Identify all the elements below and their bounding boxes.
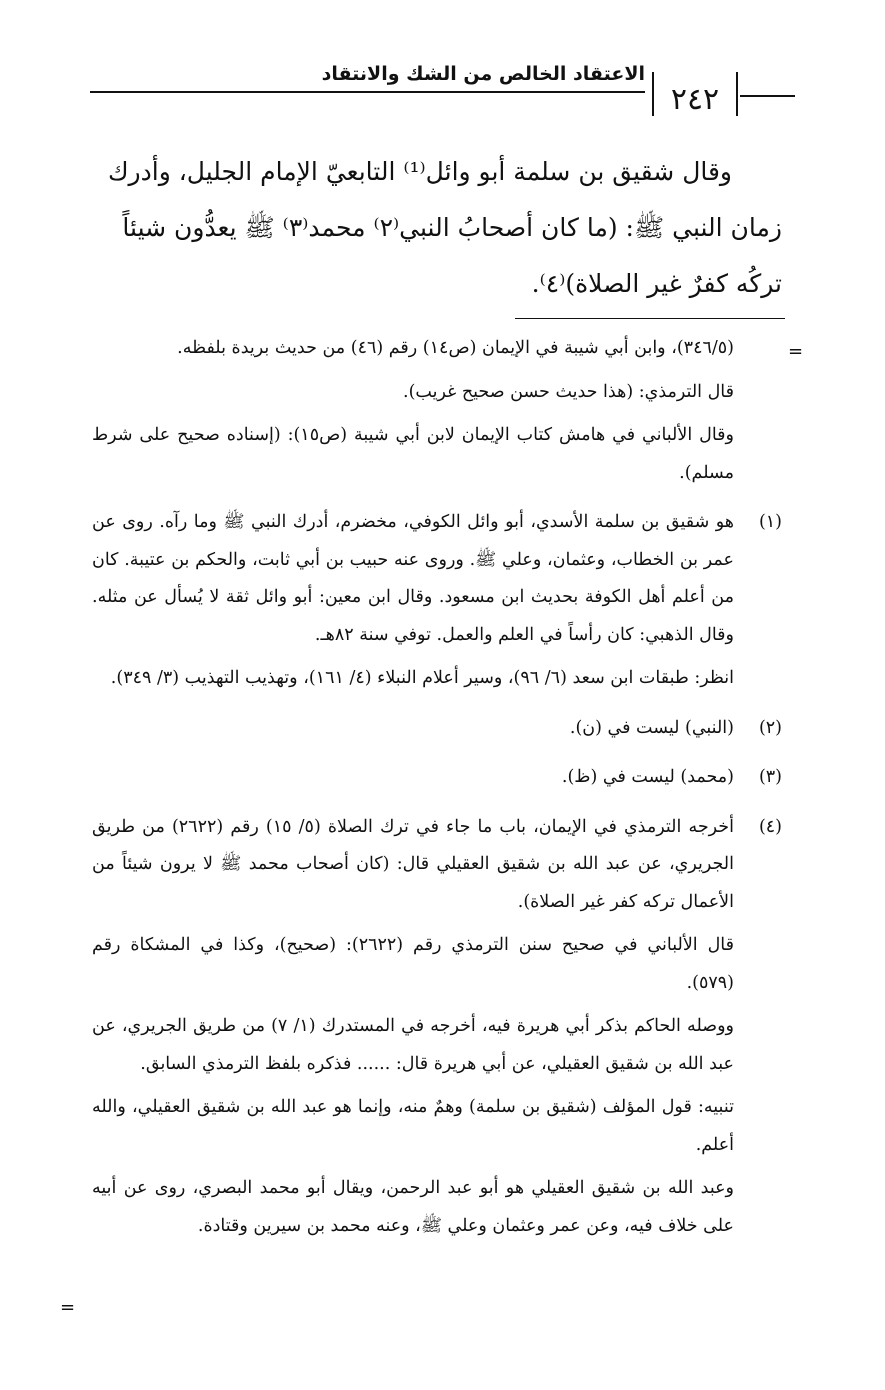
footnote-4-para-5: وعبد الله بن شقيق العقيلي هو أبو عبد الرحمن، ويقال أبو محمد البصري، روى عن أبيه على خلاف فيه، وعن عمر وعثمان وعلي ﷺ، وعنه محمد بن سيرين وقتادة. xyxy=(92,1178,734,1236)
main-text xyxy=(82,144,782,312)
main-text-line-1: وقال شقيق بن سلمة أبو وائل⁽¹⁾ التابعيّ الإمام الجليل، وأدرك xyxy=(107,157,732,186)
footnote-continued xyxy=(92,330,782,498)
page-number-bracket-right xyxy=(736,72,738,116)
footnote-number: (١) xyxy=(758,512,782,532)
footnote-separator xyxy=(515,318,785,319)
footnote-4-para-3: ووصله الحاكم بذكر أبي هريرة فيه، أخرجه في المستدرك (١/ ٧) من طريق الجريري، عن عبد الله بن شقيق العقيلي، عن أبي هريرة قال: ...... فذكره بلفظ الترمذي السابق. xyxy=(92,1016,734,1074)
footnote-continued-para-2: قال الترمذي: (هذا حديث حسن صحيح غريب). xyxy=(403,381,734,402)
footnote-4-para-4: تنبيه: قول المؤلف (شقيق بن سلمة) وهمٌ منه، وإنما هو عبد الله بن شقيق العقيلي، والله أعلم. xyxy=(92,1097,734,1155)
footnote-number: (٣) xyxy=(758,767,782,787)
footnote-continued-para-3: وقال الألباني في هامش كتاب الإيمان لابن أبي شيبة (ص١٥): (إسناده صحيح على شرط مسلم). xyxy=(92,425,734,483)
page-number: ٢٤٢ xyxy=(670,82,720,117)
running-header-title: الاعتقاد الخالص من الشك والانتقاد xyxy=(321,63,645,85)
header-rule-left xyxy=(90,91,645,93)
footnote-number: (٢) xyxy=(758,717,782,738)
footnote-1-para-1: هو شقيق بن سلمة الأسدي، أبو وائل الكوفي، مخضرم، أدرك النبي ﷺ وما رآه. روى عن عمر بن الخطاب، وعثمان، وعلي ﷺ. وروى عنه حبيب بن أبي ثابت، والحكم بن عتيبة. كان من أعلم أهل الكوفة بحديث ابن مسعود. وقال ابن معين: أبو وائل ثقة لا يُسأل عن مثله. وقال الذهبي: كان رأساً في العلم والعمل. توفي سنة ٨٢هـ. xyxy=(92,512,734,645)
footnote-number: (٤) xyxy=(758,816,782,837)
page-number-bracket-left xyxy=(652,72,654,116)
continuation-mark-top: = xyxy=(788,341,804,362)
footnote-4 xyxy=(92,809,782,1252)
footnote-1 xyxy=(92,504,782,704)
main-text-line-2: زمان النبي ﷺ: (ما كان أصحابُ النبي⁽٢⁾ محمد⁽٣⁾ ﷺ يعدُّون شيئاً xyxy=(122,213,782,242)
footnote-1-para-2: انظر: طبقات ابن سعد (٦/ ٩٦)، وسير أعلام النبلاء (٤/ ١٦١)، وتهذيب التهذيب (٣/ ٣٤٩). xyxy=(110,668,734,688)
footnote-2 xyxy=(92,710,782,754)
footnote-3-para-1: (محمد) ليست في (ظ). xyxy=(561,767,734,787)
footnotes xyxy=(92,330,782,1257)
footnote-2-para-1: (النبي) ليست في (ن). xyxy=(569,717,734,738)
footnote-3 xyxy=(92,759,782,803)
footnote-continued-para-1: (٣٤٦/٥)، وابن أبي شيبة في الإيمان (ص١٤) رقم (٤٦) من حديث بريدة بلفظه. xyxy=(177,338,734,358)
footnote-4-para-2: قال الألباني في صحيح سنن الترمذي رقم (٢٦٢٢): (صحيح)، وكذا في المشكاة رقم (٥٧٩). xyxy=(92,935,735,993)
continuation-mark-bottom: = xyxy=(60,1297,76,1318)
header-rule-right xyxy=(740,95,795,97)
footnote-4-para-1: أخرجه الترمذي في الإيمان، باب ما جاء في ترك الصلاة (٥/ ١٥) رقم (٢٦٢٢) من طريق الجريري، عن عبد الله بن شقيق العقيلي قال: (كان أصحاب محمد ﷺ لا يرون شيئاً من الأعمال تركه كفر غير الصلاة). xyxy=(92,816,734,912)
main-text-line-3: تركُه كفرٌ غير الصلاة)⁽٤⁾. xyxy=(531,269,782,298)
